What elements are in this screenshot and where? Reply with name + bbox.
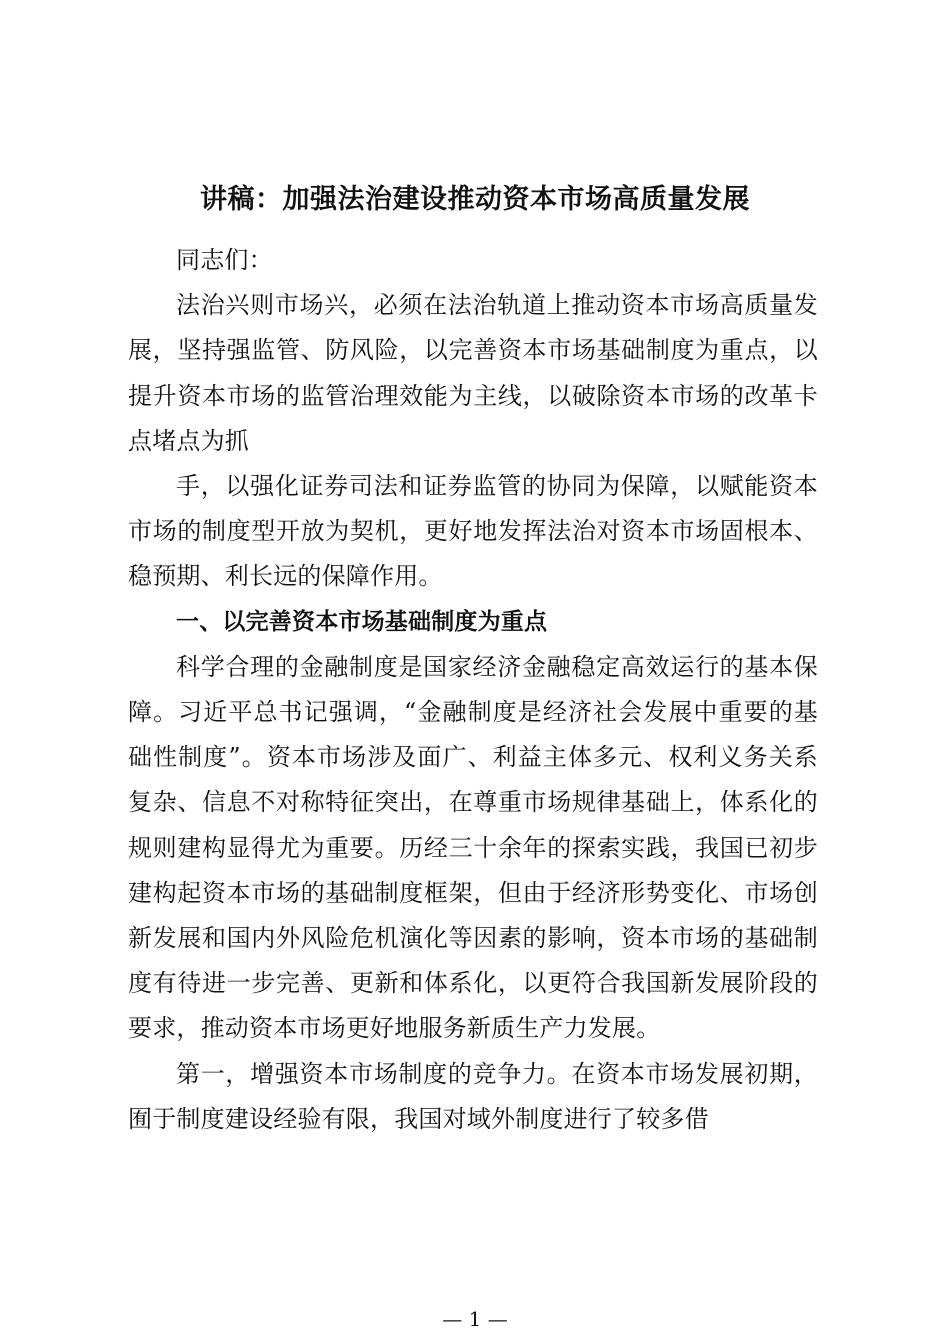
page-number: — 1 — [442,1307,508,1331]
section-heading-1: 一、以完善资本市场基础制度为重点 [176,608,548,635]
paragraph-intro: 法治兴则市场兴，必须在法治轨道上推动资本市场高质量发展，坚持强监管、防风险，以完善资本市场基础制度为重点，以提升资本市场的监管治理效能为主线，以破除资本市场的改革卡点堵点为抓 [128,291,818,455]
paragraph-section-1-body: 科学合理的金融制度是国家经济金融稳定高效运行的基本保障。习近平总书记强调，“金融制度是经济社会发展中重要的基础性制度”。资本市场涉及面广、利益主体多元、权利义务关系复杂、信息不对称特征突出，在尊重市场规律基础上，体系化的规则建构显得尤为重要。历经三十余年的探索实践，我国已初步建构起资本市场的基础制度框架，但由于经济形势变化、市场创新发展和国内外风险危机演化等因素的影响，资本市场的基础制度有待进一步完善、更新和体系化，以更符合我国新发展阶段的要求，推动资本市场更好地服务新质生产力发展。 [128,652,818,1043]
paragraph-intro-continued: 手，以强化证券司法和证券监管的协同为保障，以赋能资本市场的制度型开放为契机，更好地发挥法治对资本市场固根本、稳预期、利长远的保障作用。 [128,472,818,591]
page-title: 讲稿：加强法治建设推动资本市场高质量发展 [200,184,750,215]
paragraph-point-1: 第一，增强资本市场制度的竞争力。在资本市场发展初期，囿于制度建设经验有限，我国对域外制度进行了较多借 [128,1059,818,1133]
document-body [128,238,818,1142]
paragraph-salutation: 同志们： [176,246,273,274]
